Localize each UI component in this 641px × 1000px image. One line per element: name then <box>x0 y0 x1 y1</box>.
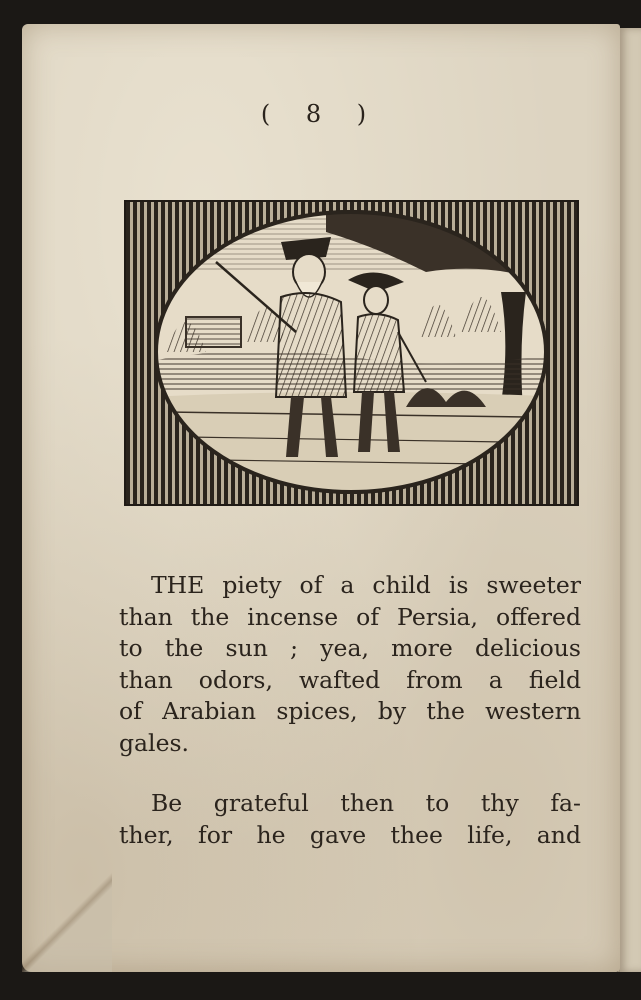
text-line: ther, for he gave thee life, and <box>119 820 581 849</box>
paragraph-gap <box>119 759 581 788</box>
text-line: to the sun ; yea, more delicious <box>119 634 581 662</box>
text-line: than the incense of Persia, offered <box>119 602 581 631</box>
body-text <box>119 570 581 851</box>
text-line: than odors, wafted from a field <box>119 665 581 694</box>
text-line: THE piety of a child is sweeter <box>151 571 581 599</box>
woodcut-illustration <box>124 200 579 506</box>
woodcut-engraving <box>126 202 577 504</box>
text-line: Be grateful then to thy fa- <box>151 789 581 817</box>
paragraph-2 <box>119 788 581 851</box>
adjacent-page-edge <box>618 28 641 972</box>
paragraph-1 <box>119 570 581 759</box>
text-line: gales. <box>119 728 190 757</box>
page-number: ( 8 ) <box>260 100 381 128</box>
text-line: of Arabian spices, by the western <box>119 697 581 725</box>
